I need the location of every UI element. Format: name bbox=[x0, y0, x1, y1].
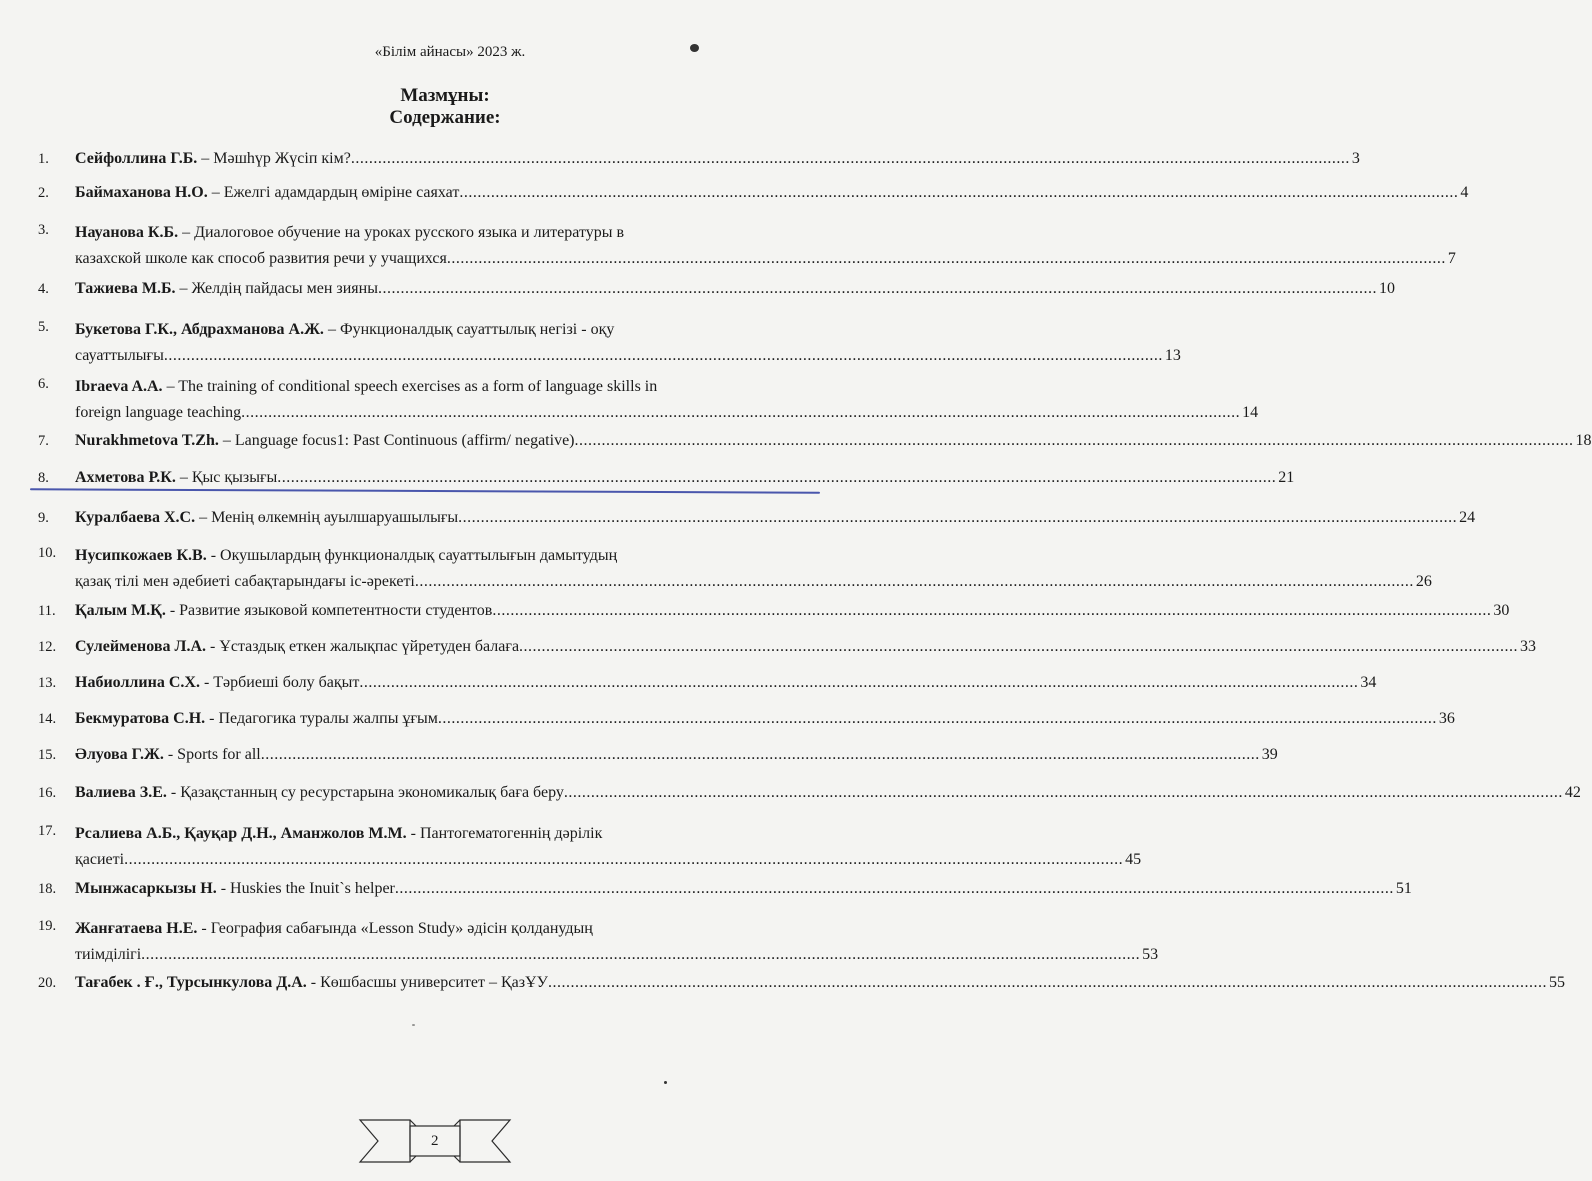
entry-body bbox=[75, 783, 1581, 803]
toc-entry bbox=[38, 673, 1377, 693]
entry-title: Sports for all bbox=[177, 746, 261, 763]
entry-author: Ibraeva A.A. bbox=[75, 378, 163, 395]
entry-number: 2. bbox=[38, 185, 49, 201]
entry-separator: – bbox=[175, 280, 192, 297]
entry-body bbox=[75, 821, 1141, 873]
entry-number: 5. bbox=[38, 319, 49, 335]
entry-text bbox=[75, 431, 575, 451]
entry-page: 10 bbox=[1378, 280, 1395, 297]
entry-title: Көшбасшы университет – ҚазҰУ bbox=[320, 974, 548, 991]
entry-number: 10. bbox=[38, 545, 57, 561]
entry-title: Ежелгі адамдардың өміріне саяхат bbox=[223, 184, 460, 201]
entry-author: Бекмуратова С.Н. bbox=[75, 710, 206, 727]
entry-text bbox=[75, 637, 519, 657]
entry-number: 16. bbox=[38, 785, 57, 801]
dot-leader bbox=[395, 879, 1394, 899]
entry-title-line1: Пантогематогеннің дәрілік bbox=[419, 825, 603, 842]
entry-separator: – bbox=[175, 469, 192, 486]
toc-entry bbox=[38, 431, 1592, 451]
entry-title: Қазақстанның су ресурстарына экономикалық баға беру bbox=[180, 784, 564, 801]
entry-body bbox=[75, 637, 1536, 657]
toc-entry bbox=[38, 317, 1181, 369]
entry-separator: – bbox=[218, 432, 235, 449]
entry-author: Баймаханова Н.О. bbox=[75, 184, 208, 201]
entry-page: 7 bbox=[1447, 250, 1456, 267]
entry-title-line1: Окушылардың функционалдық сауаттылығын дамытудың bbox=[220, 547, 618, 564]
dot-leader bbox=[548, 973, 1547, 993]
entry-text bbox=[75, 783, 564, 803]
entry-page: 26 bbox=[1415, 573, 1432, 590]
entry-author: Тажиева М.Б. bbox=[75, 280, 176, 297]
entry-author: Тағабек . Ғ., Турсынкулова Д.А. bbox=[75, 974, 307, 991]
entry-first-line bbox=[75, 374, 1258, 400]
ink-speck bbox=[412, 1024, 415, 1026]
entry-number: 3. bbox=[38, 222, 49, 238]
entry-author: Сейфоллина Г.Б. bbox=[75, 150, 198, 167]
entry-author: Сулейменова Л.А. bbox=[75, 638, 206, 655]
entry-separator: - bbox=[406, 825, 420, 842]
entry-second-line bbox=[75, 343, 1181, 369]
entry-author: Куралбаева Х.С. bbox=[75, 509, 196, 526]
entry-separator: - bbox=[216, 880, 231, 897]
page-number: 2 bbox=[431, 1133, 439, 1149]
entry-separator: - bbox=[206, 547, 221, 564]
entry-first-line bbox=[75, 317, 1181, 343]
entry-page: 4 bbox=[1460, 184, 1469, 201]
entry-separator: – bbox=[207, 184, 224, 201]
entry-separator: – bbox=[162, 378, 179, 395]
entry-number: 17. bbox=[38, 823, 57, 839]
entry-title-line1: Функционалдық сауаттылық негізі - оқу bbox=[339, 321, 615, 338]
entry-line bbox=[75, 508, 1475, 528]
entry-text bbox=[75, 601, 492, 621]
dot-leader bbox=[447, 246, 1446, 272]
entry-title-line1: География сабағында «Lesson Study» әдісін қолданудың bbox=[210, 920, 593, 937]
dot-leader bbox=[124, 847, 1123, 873]
entry-body bbox=[75, 973, 1565, 993]
entry-first-line bbox=[75, 543, 1432, 569]
entry-page: 42 bbox=[1564, 784, 1581, 801]
entry-body bbox=[75, 508, 1475, 528]
entry-author: Валиева З.Е. bbox=[75, 784, 167, 801]
dot-leader bbox=[519, 637, 1518, 657]
toc-entry bbox=[38, 508, 1476, 528]
toc-entry bbox=[38, 821, 1142, 873]
journal-header: «Білім айнасы» 2023 ж. bbox=[374, 44, 526, 60]
entry-text bbox=[75, 879, 395, 899]
entry-text bbox=[75, 183, 459, 203]
toc-entry bbox=[38, 709, 1455, 729]
entry-number: 14. bbox=[38, 711, 57, 727]
entry-title: Ұстаздық еткен жалықпас үйретуден балаға bbox=[219, 638, 520, 655]
dot-leader bbox=[575, 431, 1574, 451]
entry-body bbox=[75, 149, 1360, 169]
title-kazakh: Мазмұны: bbox=[400, 85, 490, 106]
entry-body bbox=[75, 673, 1376, 693]
entry-body bbox=[75, 279, 1395, 299]
dot-leader bbox=[438, 709, 1437, 729]
entry-number: 15. bbox=[38, 747, 57, 763]
entry-separator: - bbox=[197, 920, 211, 937]
entry-author: Мынжасаркызы Н. bbox=[75, 880, 217, 897]
entry-text bbox=[75, 279, 378, 299]
entry-number: 20. bbox=[38, 975, 57, 991]
dot-leader bbox=[359, 673, 1358, 693]
entry-title: Тәрбиеші болу бақыт bbox=[213, 674, 360, 691]
entry-separator: - bbox=[163, 746, 178, 763]
entry-separator: – bbox=[197, 150, 214, 167]
entry-line bbox=[75, 183, 1468, 203]
entry-number: 12. bbox=[38, 639, 57, 655]
toc-entry bbox=[38, 879, 1412, 899]
entry-text bbox=[75, 745, 261, 765]
entry-separator: - bbox=[165, 602, 180, 619]
entry-line bbox=[75, 149, 1360, 169]
dot-leader bbox=[261, 745, 1260, 765]
entry-line bbox=[75, 745, 1278, 765]
toc-entry bbox=[38, 279, 1395, 299]
entry-number: 1. bbox=[38, 151, 49, 167]
entry-title-line2: сауаттылығы bbox=[75, 347, 164, 364]
entry-number: 11. bbox=[38, 603, 56, 619]
dot-leader bbox=[141, 942, 1140, 968]
entry-body bbox=[75, 745, 1278, 765]
toc-entry bbox=[38, 468, 1295, 488]
dot-leader bbox=[564, 783, 1563, 803]
entry-page: 30 bbox=[1493, 602, 1510, 619]
pen-underline-mark bbox=[30, 488, 820, 493]
entry-page: 18 bbox=[1575, 432, 1592, 449]
entry-author: Букетова Г.К., Абдрахманова А.Ж. bbox=[75, 321, 324, 338]
toc-entry bbox=[38, 149, 1360, 169]
entry-number: 9. bbox=[38, 510, 49, 526]
dot-leader bbox=[459, 183, 1458, 203]
entry-author: Әлуова Г.Ж. bbox=[75, 746, 164, 763]
entry-second-line bbox=[75, 246, 1456, 272]
dot-leader bbox=[415, 569, 1414, 595]
entry-title-line2: қазақ тілі мен әдебиеті сабақтарындағы іс-әрекеті bbox=[75, 573, 415, 590]
entry-line bbox=[75, 637, 1536, 657]
entry-page: 34 bbox=[1360, 674, 1377, 691]
entry-page: 33 bbox=[1520, 638, 1537, 655]
entry-author: Нусипкожаев К.В. bbox=[75, 547, 207, 564]
entry-first-line bbox=[75, 916, 1158, 942]
entry-line bbox=[75, 279, 1395, 299]
entry-second-line bbox=[75, 942, 1158, 968]
entry-second-line bbox=[75, 847, 1141, 873]
dot-leader bbox=[277, 468, 1276, 488]
entry-author: Науанова К.Б. bbox=[75, 224, 179, 241]
entry-title-line1: The training of conditional speech exercises as a form of language skills in bbox=[178, 378, 658, 395]
entry-line bbox=[75, 783, 1581, 803]
toc-entry bbox=[38, 543, 1432, 595]
entry-separator: - bbox=[166, 784, 181, 801]
entry-body bbox=[75, 183, 1468, 203]
entry-line bbox=[75, 879, 1412, 899]
entry-text bbox=[75, 973, 548, 993]
entry-text bbox=[75, 149, 351, 169]
entry-title: Желдің пайдасы мен зияны bbox=[191, 280, 378, 297]
entry-line bbox=[75, 468, 1294, 488]
entry-number: 8. bbox=[38, 470, 49, 486]
entry-number: 6. bbox=[38, 376, 49, 392]
entry-separator: - bbox=[306, 974, 321, 991]
entry-body bbox=[75, 709, 1455, 729]
entry-body bbox=[75, 879, 1412, 899]
entry-page: 39 bbox=[1261, 746, 1278, 763]
entry-line bbox=[75, 601, 1509, 621]
entry-text bbox=[75, 673, 359, 693]
entry-body bbox=[75, 916, 1158, 968]
ink-speck bbox=[690, 44, 699, 52]
entry-number: 7. bbox=[38, 433, 49, 449]
entry-first-line bbox=[75, 220, 1456, 246]
entry-number: 4. bbox=[38, 281, 49, 297]
entry-second-line bbox=[75, 569, 1432, 595]
toc-entry bbox=[38, 220, 1456, 272]
entry-author: Nurakhmetova T.Zh. bbox=[75, 432, 219, 449]
entry-separator: - bbox=[199, 674, 214, 691]
entry-line bbox=[75, 709, 1455, 729]
entry-page: 3 bbox=[1351, 150, 1360, 167]
entry-title: Педагогика туралы жалпы ұғым bbox=[218, 710, 438, 727]
entry-body bbox=[75, 431, 1592, 451]
entry-title: Huskies the Inuit`s helper bbox=[230, 880, 395, 897]
title-russian: Содержание: bbox=[389, 107, 501, 128]
entry-title-line2: қасиеті bbox=[75, 851, 125, 868]
toc-entry bbox=[38, 374, 1259, 426]
entry-body bbox=[75, 317, 1181, 369]
entry-page: 14 bbox=[1242, 404, 1259, 421]
entry-separator: – bbox=[195, 509, 212, 526]
toc-entry bbox=[38, 637, 1537, 657]
entry-text bbox=[75, 468, 277, 488]
entry-title: Language focus1: Past Continuous (affirm/ negative) bbox=[234, 432, 575, 449]
dot-leader bbox=[492, 601, 1491, 621]
entry-body bbox=[75, 374, 1258, 426]
toc-entry bbox=[38, 745, 1278, 765]
entry-title: Менің өлкемнің ауылшаруашылығы bbox=[211, 509, 459, 526]
entry-body bbox=[75, 220, 1456, 272]
toc-entry bbox=[38, 183, 1469, 203]
entry-page: 36 bbox=[1438, 710, 1455, 727]
entry-author: Набиоллина С.Х. bbox=[75, 674, 200, 691]
dot-leader bbox=[458, 508, 1457, 528]
entry-title: Қыс қызығы bbox=[191, 469, 278, 486]
entry-body bbox=[75, 601, 1509, 621]
entry-second-line bbox=[75, 400, 1258, 426]
entry-page: 24 bbox=[1459, 509, 1476, 526]
entry-page: 55 bbox=[1548, 974, 1565, 991]
dot-leader bbox=[351, 149, 1350, 169]
entry-number: 19. bbox=[38, 918, 57, 934]
entry-separator: – bbox=[178, 224, 195, 241]
entry-title: Мәшһүр Жүсіп кім? bbox=[213, 150, 351, 167]
entry-page: 13 bbox=[1164, 347, 1181, 364]
entry-title-line2: foreign language teaching bbox=[75, 404, 242, 421]
entry-separator: – bbox=[323, 321, 340, 338]
ink-speck bbox=[664, 1081, 667, 1084]
entry-author: Рсалиева А.Б., Қауқар Д.Н., Аманжолов М.М. bbox=[75, 825, 407, 842]
entry-line bbox=[75, 973, 1565, 993]
entry-number: 13. bbox=[38, 675, 57, 691]
entry-page: 51 bbox=[1395, 880, 1412, 897]
entry-page: 53 bbox=[1142, 946, 1159, 963]
entry-number: 18. bbox=[38, 881, 57, 897]
entry-separator: - bbox=[205, 710, 219, 727]
dot-leader bbox=[241, 400, 1240, 426]
entry-author: Қалым М.Қ. bbox=[75, 602, 166, 619]
dot-leader bbox=[378, 279, 1377, 299]
entry-title-line2: казахской школе как способ развития речи у учащихся bbox=[75, 250, 447, 267]
entry-title-line2: тиімділігі bbox=[75, 946, 142, 963]
entry-title-line1: Диалоговое обучение на уроках русского языка и литературы в bbox=[194, 224, 625, 241]
entry-page: 45 bbox=[1125, 851, 1142, 868]
entry-author: Жанғатаева Н.Е. bbox=[75, 920, 198, 937]
entry-body bbox=[75, 543, 1432, 595]
toc-entry bbox=[38, 973, 1565, 993]
toc-entry bbox=[38, 601, 1510, 621]
entry-page: 21 bbox=[1278, 469, 1295, 486]
entry-line bbox=[75, 673, 1376, 693]
entry-text bbox=[75, 709, 438, 729]
dot-leader bbox=[164, 343, 1163, 369]
entry-title: Развитие языковой компетентности студентов bbox=[179, 602, 493, 619]
entry-separator: - bbox=[206, 638, 220, 655]
entry-author: Ахметова Р.К. bbox=[75, 469, 176, 486]
toc-entry bbox=[38, 916, 1159, 968]
entry-text bbox=[75, 508, 458, 528]
entry-first-line bbox=[75, 821, 1141, 847]
toc-entry bbox=[38, 783, 1581, 803]
entry-body bbox=[75, 468, 1294, 488]
entry-line bbox=[75, 431, 1592, 451]
